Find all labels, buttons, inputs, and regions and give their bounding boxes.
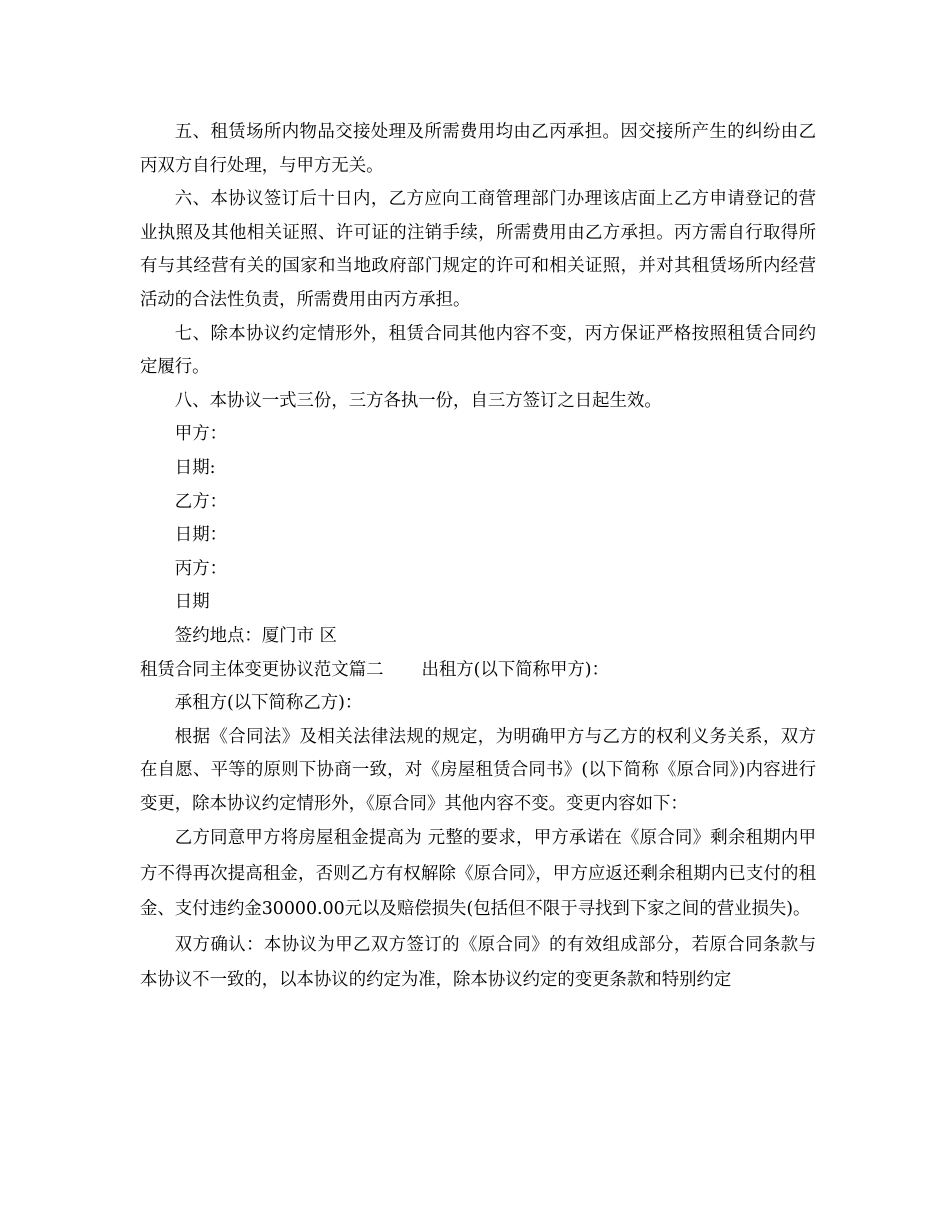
lessee-label: 承租方(以下简称乙方)： — [174, 693, 363, 714]
party-c-field: 丙方： — [174, 558, 227, 579]
document-body — [140, 116, 816, 999]
party-a-date-field: 日期: — [174, 457, 216, 478]
signing-location-field: 签约地点：厦门市 区 — [174, 625, 337, 646]
preamble-paragraph: 根据《合同法》及相关法律法规的规定，为明确甲方与乙方的权利义务关系，双方在自愿、平等的原则下协商一致，对《房屋租赁合同书》(以下简称《原合同》)内容进行变更，除本协议约定情形外，《原合同》其他内容不变。变更内容如下： — [140, 726, 816, 814]
rent-change-paragraph: 乙方同意甲方将房屋租金提高为 元整的要求，甲方承诺在《原合同》剩余租期内甲方不得再次提高租金，否则乙方有权解除《原合同》，甲方应返还剩余租期内已支付的租金、支付违约金30000.00元以及赔偿损失(包括但不限于寻找到下家之间的营业损失)。 — [140, 828, 816, 920]
party-b-field: 乙方： — [174, 491, 227, 512]
party-b-date-field: 日期： — [174, 525, 227, 546]
party-a-field: 甲方： — [174, 424, 227, 445]
party-c-date-field: 日期 — [174, 592, 210, 613]
lessor-label: 出租方(以下简称甲方)： — [421, 659, 609, 680]
section-heading-line — [140, 654, 816, 688]
confirmation-paragraph: 双方确认：本协议为甲乙双方签订的《原合同》的有效组成部分，若原合同条款与本协议不一致的，以本协议的约定为准，除本协议约定的变更条款和特别约定 — [140, 934, 816, 991]
clause-8: 八、本协议一式三份，三方各执一份，自三方签订之日起生效。 — [174, 390, 662, 411]
clause-6: 六、本协议签订后十日内，乙方应向工商管理部门办理该店面上乙方申请登记的营业执照及其他相关证照、许可证的注销手续，所需费用由乙方承担。丙方需自行取得所有与其经营有关的国家和当地政府部门规定的许可和相关证照，并对其租赁场所内经营活动的合法性负责，所需费用由丙方承担。 — [140, 189, 816, 310]
section-title: 租赁合同主体变更协议范文篇二 — [140, 659, 384, 680]
clause-5: 五、租赁场所内物品交接处理及所需费用均由乙丙承担。因交接所产生的纠纷由乙丙双方自行处理，与甲方无关。 — [140, 122, 816, 176]
clause-7: 七、除本协议约定情形外，租赁合同其他内容不变，丙方保证严格按照租赁合同约定履行。 — [140, 323, 816, 378]
